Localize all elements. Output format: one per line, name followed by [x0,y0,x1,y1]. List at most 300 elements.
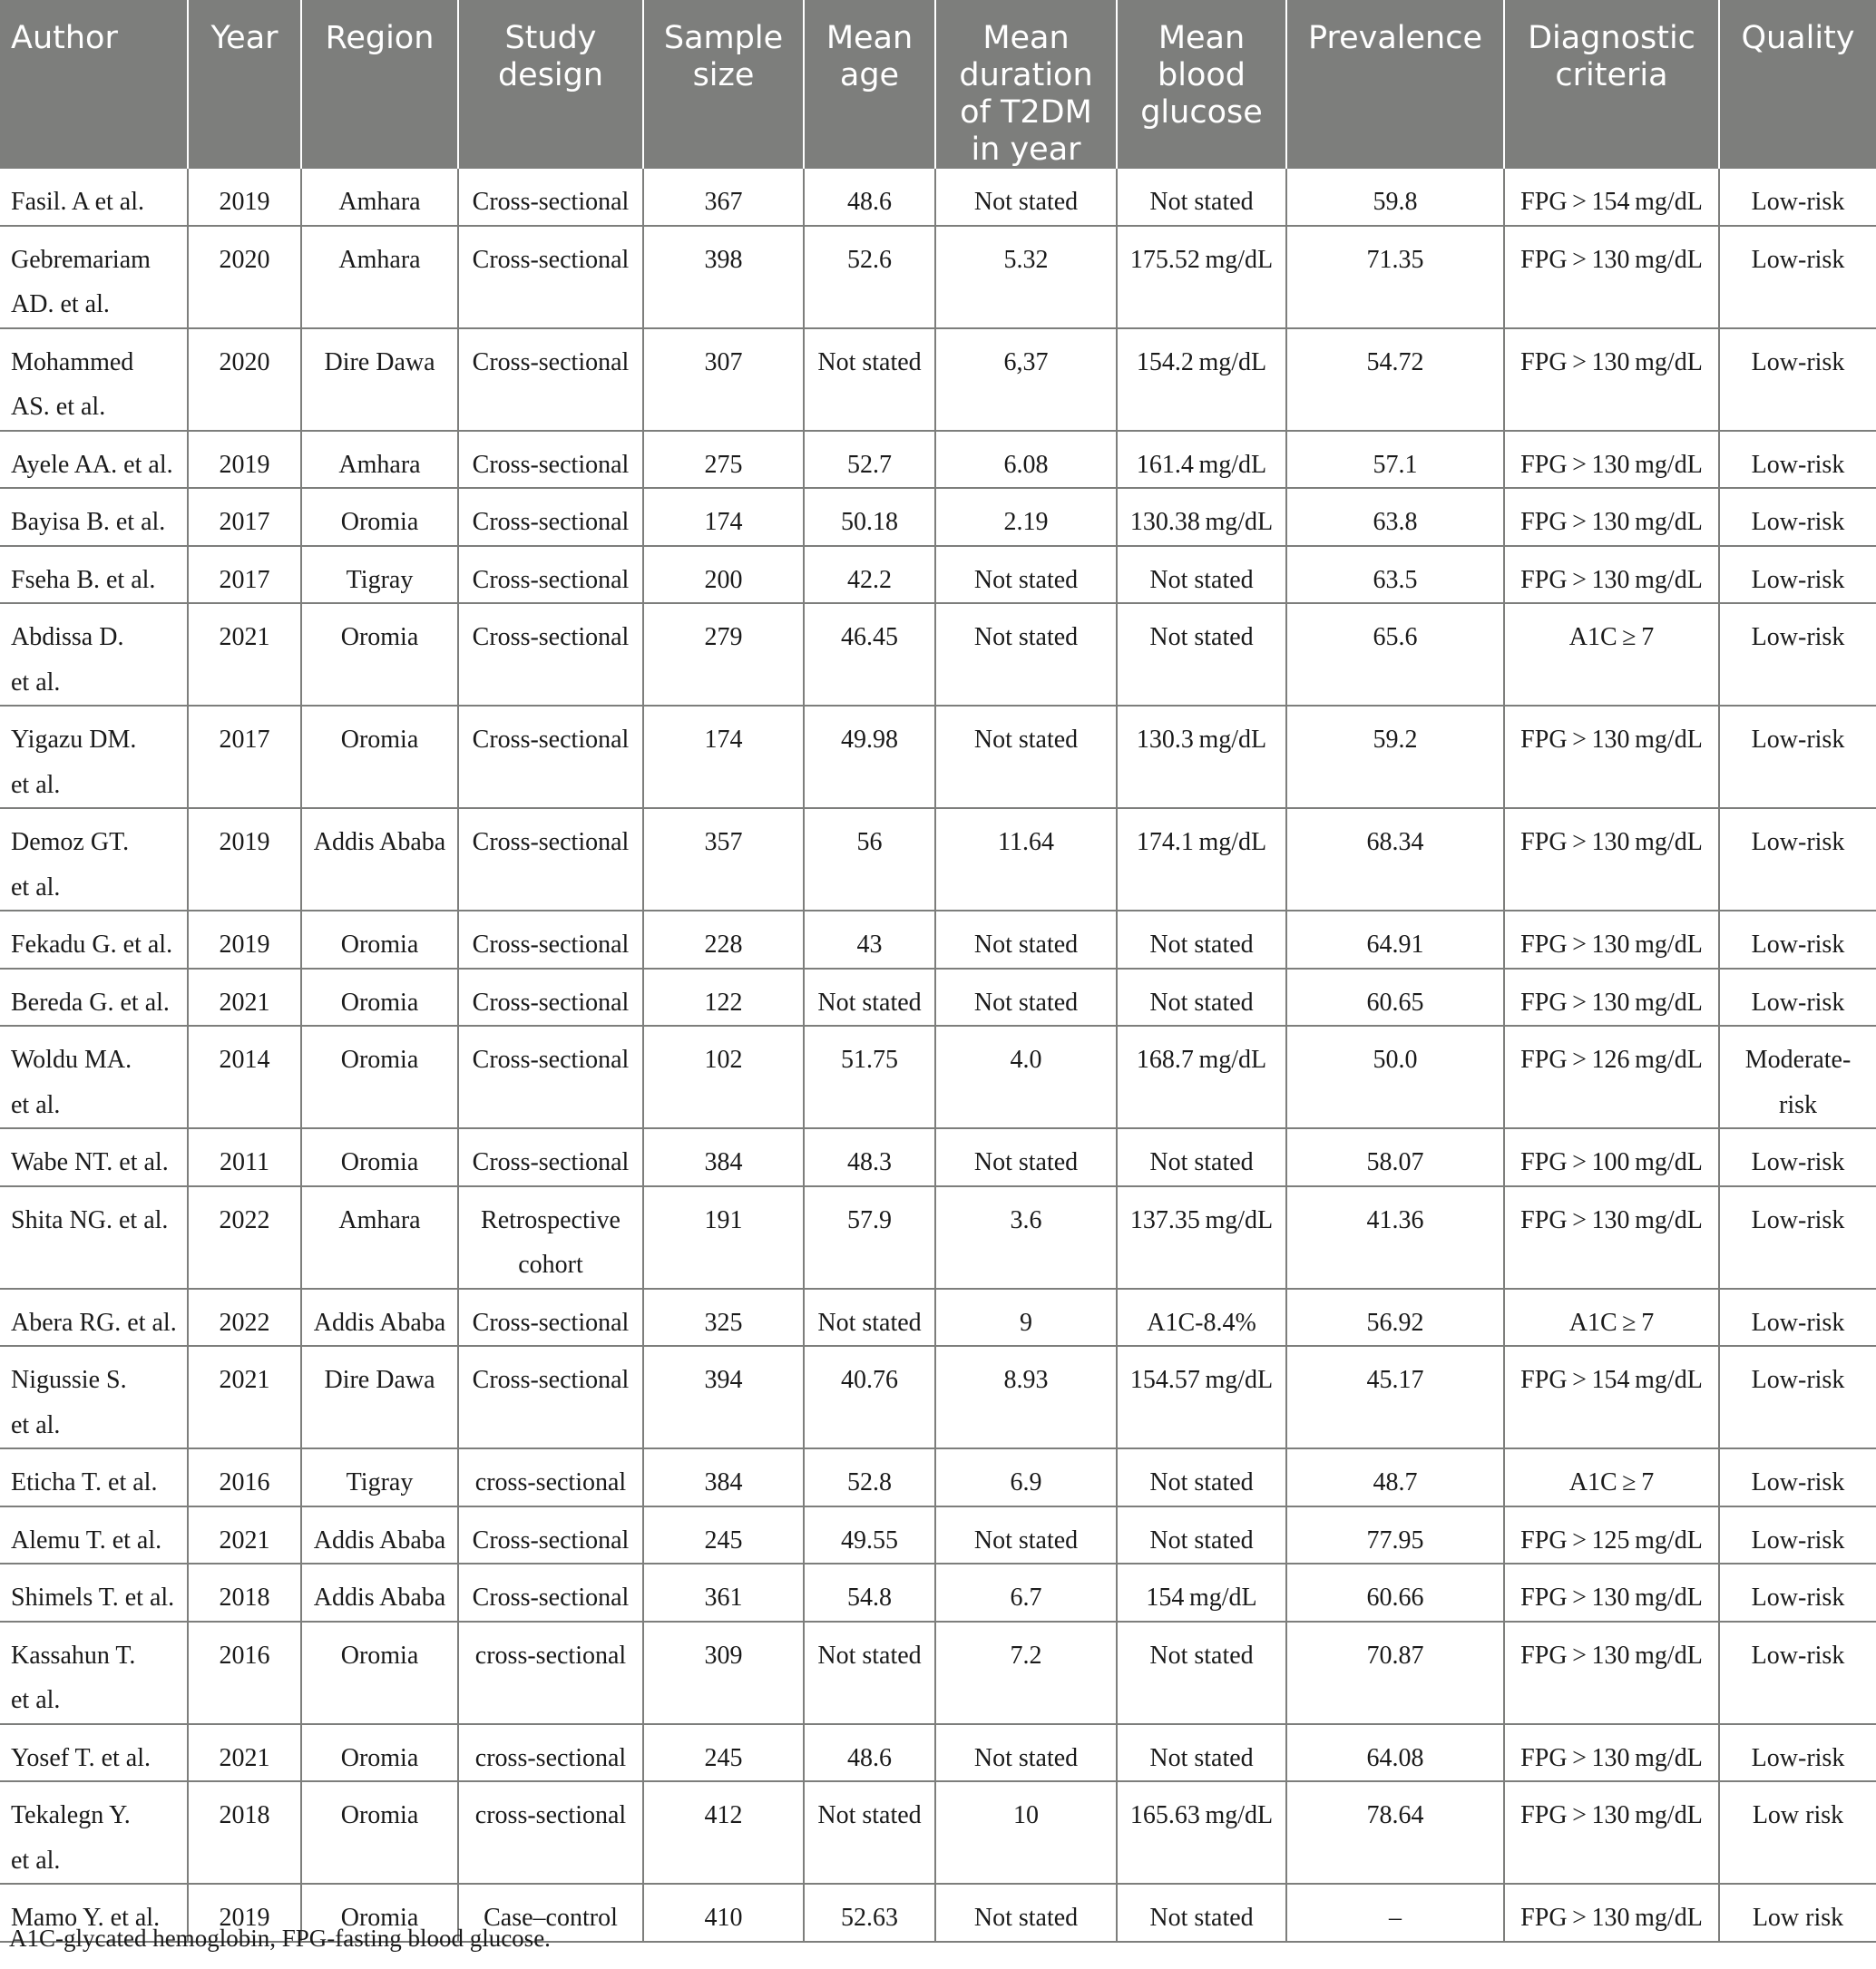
cell-text: et al. [11,1090,61,1119]
sample-size-cell: 279 [643,603,804,706]
cell-text: Low-risk [1751,828,1845,856]
cell-text: Low-risk [1751,450,1845,479]
cell-text: Woldu MA. [11,1046,132,1074]
column-header-label: Mean [982,20,1070,56]
study-design-cell [458,488,643,546]
column-header-study-design [458,0,643,169]
study-design-cell [458,1346,643,1448]
mean-age-cell: Not stated [804,969,935,1027]
diagnostic-criteria-cell: FPG > 130 mg/dL [1504,1724,1719,1782]
sample-size-cell: 367 [643,169,804,226]
cell-text: Cross-sectional [472,988,630,1017]
study-design-cell [458,808,643,911]
sample-size-cell: 398 [643,226,804,328]
cell-text: Cross-sectional [472,1046,630,1074]
author-cell [0,546,188,604]
prevalence-cell: 41.36 [1286,1186,1504,1289]
column-header-quality [1719,0,1876,169]
table-row [0,1724,1876,1782]
column-header-label: age [839,57,900,93]
diagnostic-criteria-cell: FPG > 126 mg/dL [1504,1026,1719,1128]
blood-glucose-cell: 130.38 mg/dL [1117,488,1286,546]
table-row [0,1622,1876,1724]
prevalence-cell: 48.7 [1286,1448,1504,1506]
blood-glucose-cell: 161.4 mg/dL [1117,431,1286,489]
cell-text: Moderate- [1744,1046,1852,1074]
year-cell: 2019 [188,169,301,226]
cell-text: Shimels T. et al. [11,1584,175,1612]
blood-glucose-cell: Not stated [1117,546,1286,604]
quality-cell [1719,706,1876,808]
column-header-author [0,0,188,169]
cell-text: Low-risk [1751,1525,1845,1555]
cell-text: Tekalegn Y. [11,1801,131,1829]
cell-text: Abdissa D. [11,623,124,651]
author-cell [0,1346,188,1448]
duration-cell: Not stated [935,603,1117,706]
blood-glucose-cell: Not stated [1117,1724,1286,1782]
year-cell: 2021 [188,1724,301,1782]
prevalence-cell: 60.65 [1286,969,1504,1027]
table-row [0,226,1876,328]
mean-age-cell: 42.2 [804,546,935,604]
quality-cell [1719,1448,1876,1506]
cell-text: Low-risk [1751,1308,1845,1337]
column-header-label: Prevalence [1307,20,1483,56]
prevalence-cell: 54.72 [1286,328,1504,431]
table-row [0,488,1876,546]
sample-size-cell: 245 [643,1724,804,1782]
table-row [0,169,1876,226]
region-cell: Amhara [301,1186,458,1289]
duration-cell: 6.7 [935,1564,1117,1622]
prevalence-cell: 64.91 [1286,911,1504,969]
study-design-cell [458,169,643,226]
diagnostic-criteria-cell: FPG > 130 mg/dL [1504,546,1719,604]
sample-size-cell: 394 [643,1346,804,1448]
blood-glucose-cell: Not stated [1117,969,1286,1027]
quality-cell [1719,1506,1876,1564]
table-body [0,169,1876,1942]
prevalence-cell: 63.5 [1286,546,1504,604]
quality-cell [1719,969,1876,1027]
year-cell: 2022 [188,1289,301,1347]
cell-text: Mohammed [11,347,134,376]
study-design-cell [458,1564,643,1622]
prevalence-cell: 63.8 [1286,488,1504,546]
cell-text: Low-risk [1751,188,1845,216]
prevalence-cell: 45.17 [1286,1346,1504,1448]
mean-age-cell: 49.55 [804,1506,935,1564]
table-row [0,1448,1876,1506]
prevalence-cell: 71.35 [1286,226,1504,328]
author-cell [0,169,188,226]
blood-glucose-cell: 130.3 mg/dL [1117,706,1286,808]
quality-cell [1719,1289,1876,1347]
quality-cell [1719,1026,1876,1128]
blood-glucose-cell: Not stated [1117,1448,1286,1506]
quality-cell [1719,1564,1876,1622]
blood-glucose-cell: Not stated [1117,1884,1286,1942]
cell-text: Low-risk [1751,1366,1845,1394]
year-cell: 2020 [188,328,301,431]
cell-text: Low risk [1752,1801,1844,1829]
sample-size-cell: 384 [643,1448,804,1506]
region-cell: Oromia [301,1781,458,1884]
sample-size-cell: 174 [643,706,804,808]
quality-cell [1719,488,1876,546]
prevalence-cell: 58.07 [1286,1128,1504,1186]
quality-cell [1719,226,1876,328]
cell-text: Bayisa B. et al. [11,508,166,536]
prevalence-cell: 70.87 [1286,1622,1504,1724]
diagnostic-criteria-cell: FPG > 130 mg/dL [1504,328,1719,431]
cell-text: Low-risk [1751,988,1845,1017]
cell-text: Case–control [484,1904,618,1932]
column-header-label: Diagnostic [1528,20,1695,56]
cell-text: Mamo Y. et al. [11,1904,161,1932]
diagnostic-criteria-cell: FPG > 130 mg/dL [1504,706,1719,808]
mean-age-cell: 56 [804,808,935,911]
author-cell [0,1186,188,1289]
cell-text: et al. [11,1846,61,1875]
study-design-cell [458,1128,643,1186]
blood-glucose-cell: 165.63 mg/dL [1117,1781,1286,1884]
prevalence-cell: 50.0 [1286,1026,1504,1128]
sample-size-cell: 228 [643,911,804,969]
study-design-cell [458,1186,643,1289]
column-header-label: of T2DM [960,94,1092,131]
prevalence-cell: 64.08 [1286,1724,1504,1782]
mean-age-cell: 48.6 [804,1724,935,1782]
cell-text: Wabe NT. et al. [11,1148,169,1176]
duration-cell: 3.6 [935,1186,1117,1289]
mean-age-cell: 48.6 [804,169,935,226]
author-cell [0,1289,188,1347]
duration-cell: Not stated [935,969,1117,1027]
region-cell: Oromia [301,1026,458,1128]
author-cell [0,1622,188,1724]
cell-text: Cross-sectional [472,450,630,479]
table-row [0,1781,1876,1884]
mean-age-cell: 49.98 [804,706,935,808]
cell-text: cross-sectional [474,1468,627,1496]
sample-size-cell: 325 [643,1289,804,1347]
cell-text: Abera RG. et al. [11,1308,177,1337]
year-cell: 2014 [188,1026,301,1128]
duration-cell: Not stated [935,1128,1117,1186]
prevalence-cell: 59.2 [1286,706,1504,808]
duration-cell: 6.9 [935,1448,1117,1506]
region-cell: Amhara [301,431,458,489]
region-cell: Oromia [301,1884,458,1942]
region-cell: Oromia [301,969,458,1027]
year-cell: 2019 [188,808,301,911]
column-header-label: Mean [1158,20,1246,56]
year-cell: 2016 [188,1622,301,1724]
cell-text: et al. [11,668,61,697]
year-cell: 2021 [188,603,301,706]
quality-cell [1719,1622,1876,1724]
cell-text: Cross-sectional [472,565,630,594]
blood-glucose-cell: Not stated [1117,1506,1286,1564]
mean-age-cell: 48.3 [804,1128,935,1186]
table-row [0,1026,1876,1128]
cell-text: Ayele AA. et al. [11,450,173,479]
cell-text: Cross-sectional [472,623,630,651]
sample-size-cell: 384 [643,1128,804,1186]
column-header-label: Sample [663,20,784,56]
diagnostic-criteria-cell: FPG > 100 mg/dL [1504,1128,1719,1186]
year-cell: 2016 [188,1448,301,1506]
duration-cell: Not stated [935,1724,1117,1782]
duration-cell: Not stated [935,1884,1117,1942]
prevalence-cell: 65.6 [1286,603,1504,706]
author-cell [0,808,188,911]
year-cell: 2019 [188,431,301,489]
cell-text: Gebremariam [11,245,151,274]
column-header-mean-blood-glucose [1117,0,1286,169]
blood-glucose-cell: A1C-8.4% [1117,1289,1286,1347]
table-row [0,808,1876,911]
author-cell [0,1448,188,1506]
sample-size-cell: 102 [643,1026,804,1128]
diagnostic-criteria-cell: A1C ≥ 7 [1504,603,1719,706]
sample-size-cell: 357 [643,808,804,911]
prevalence-cell: 68.34 [1286,808,1504,911]
duration-cell: Not stated [935,1506,1117,1564]
region-cell: Amhara [301,169,458,226]
column-header-label: glucose [1140,94,1263,131]
column-header-diagnostic-criteria [1504,0,1719,169]
cell-text: AS. et al. [11,393,106,421]
diagnostic-criteria-cell: FPG > 125 mg/dL [1504,1506,1719,1564]
cell-text: Kassahun T. [11,1641,136,1670]
year-cell: 2018 [188,1781,301,1884]
sample-size-cell: 410 [643,1884,804,1942]
duration-cell: Not stated [935,911,1117,969]
column-header-mean-age [804,0,935,169]
cell-text: cross-sectional [474,1641,627,1670]
cell-text: risk [1779,1090,1817,1119]
year-cell: 2019 [188,911,301,969]
author-cell [0,1724,188,1782]
study-design-cell [458,603,643,706]
column-header-label: blood [1158,57,1246,93]
prevalence-cell: 59.8 [1286,169,1504,226]
quality-cell [1719,1346,1876,1448]
table-row [0,1564,1876,1622]
prevalence-cell: 77.95 [1286,1506,1504,1564]
author-cell [0,328,188,431]
column-header-prevalence [1286,0,1504,169]
mean-age-cell: 50.18 [804,488,935,546]
mean-age-cell: 43 [804,911,935,969]
quality-cell [1719,431,1876,489]
sample-size-cell: 191 [643,1186,804,1289]
table-row [0,911,1876,969]
prevalence-cell: – [1286,1884,1504,1942]
cell-text: Low-risk [1751,931,1845,959]
cell-text: Cross-sectional [472,828,630,856]
cell-text: Alemu T. et al. [11,1525,162,1555]
blood-glucose-cell: 174.1 mg/dL [1117,808,1286,911]
table-row [0,1128,1876,1186]
cell-text: Cross-sectional [472,508,630,536]
sample-size-cell: 174 [643,488,804,546]
region-cell: Amhara [301,226,458,328]
duration-cell: 6.08 [935,431,1117,489]
mean-age-cell: 46.45 [804,603,935,706]
blood-glucose-cell: 175.52 mg/dL [1117,226,1286,328]
region-cell: Addis Ababa [301,1506,458,1564]
diagnostic-criteria-cell: FPG > 154 mg/dL [1504,1346,1719,1448]
column-header-year [188,0,301,169]
cell-text: Cross-sectional [472,1308,630,1337]
diagnostic-criteria-cell: FPG > 130 mg/dL [1504,1564,1719,1622]
region-cell: Oromia [301,1724,458,1782]
mean-age-cell: 52.6 [804,226,935,328]
region-cell: Tigray [301,546,458,604]
region-cell: Addis Ababa [301,1564,458,1622]
column-header-label: Author [11,20,118,56]
duration-cell: 9 [935,1289,1117,1347]
author-cell [0,911,188,969]
year-cell: 2020 [188,226,301,328]
cell-text: AD. et al. [11,290,110,318]
region-cell: Oromia [301,1128,458,1186]
cell-text: Cross-sectional [472,931,630,959]
blood-glucose-cell: Not stated [1117,1622,1286,1724]
quality-cell [1719,1128,1876,1186]
mean-age-cell: 54.8 [804,1564,935,1622]
cell-text: Cross-sectional [472,1584,630,1612]
mean-age-cell: 51.75 [804,1026,935,1128]
diagnostic-criteria-cell: FPG > 130 mg/dL [1504,488,1719,546]
cell-text: Cross-sectional [472,245,630,274]
cell-text: Fseha B. et al. [11,565,156,594]
table-row [0,1186,1876,1289]
sample-size-cell: 245 [643,1506,804,1564]
blood-glucose-cell: 137.35 mg/dL [1117,1186,1286,1289]
year-cell: 2021 [188,1346,301,1448]
cell-text: et al. [11,1686,61,1714]
cell-text: et al. [11,1410,61,1439]
study-design-cell [458,1289,643,1347]
mean-age-cell: Not stated [804,1622,935,1724]
table-row [0,1289,1876,1347]
column-header-sample-size [643,0,804,169]
column-header-label: design [497,57,604,93]
cell-text: Eticha T. et al. [11,1468,158,1496]
diagnostic-criteria-cell: FPG > 130 mg/dL [1504,1186,1719,1289]
blood-glucose-cell: 168.7 mg/dL [1117,1026,1286,1128]
sample-size-cell: 307 [643,328,804,431]
author-cell [0,706,188,808]
cell-text: Low-risk [1751,1743,1845,1772]
cell-text: Cross-sectional [472,188,630,216]
cell-text: Cross-sectional [472,1148,630,1176]
cell-text: Yosef T. et al. [11,1743,151,1772]
study-design-cell [458,226,643,328]
quality-cell [1719,911,1876,969]
diagnostic-criteria-cell: A1C ≥ 7 [1504,1289,1719,1347]
sample-size-cell: 122 [643,969,804,1027]
study-design-cell [458,1448,643,1506]
duration-cell: 6,37 [935,328,1117,431]
header-row [0,0,1876,169]
region-cell: Dire Dawa [301,328,458,431]
prevalence-cell: 60.66 [1286,1564,1504,1622]
region-cell: Oromia [301,706,458,808]
blood-glucose-cell: 154 mg/dL [1117,1564,1286,1622]
column-header-label: Quality [1741,20,1855,56]
year-cell: 2017 [188,488,301,546]
table-row [0,969,1876,1027]
year-cell: 2019 [188,1884,301,1942]
sample-size-cell: 275 [643,431,804,489]
column-header-label: Study [504,20,597,56]
table-row [0,431,1876,489]
duration-cell: Not stated [935,169,1117,226]
mean-age-cell: 52.63 [804,1884,935,1942]
study-design-cell [458,969,643,1027]
cell-text: Low risk [1752,1904,1844,1932]
study-design-cell [458,328,643,431]
column-header-mean-duration [935,0,1117,169]
table-row [0,603,1876,706]
blood-glucose-cell: 154.2 mg/dL [1117,328,1286,431]
cell-text: cross-sectional [474,1801,627,1829]
diagnostic-criteria-cell: FPG > 130 mg/dL [1504,808,1719,911]
quality-cell [1719,169,1876,226]
diagnostic-criteria-cell: FPG > 130 mg/dL [1504,911,1719,969]
study-design-cell [458,1506,643,1564]
mean-age-cell: 57.9 [804,1186,935,1289]
column-header-label: duration [959,57,1093,93]
author-cell [0,431,188,489]
diagnostic-criteria-cell: FPG > 130 mg/dL [1504,1781,1719,1884]
mean-age-cell: Not stated [804,328,935,431]
author-cell [0,1781,188,1884]
column-header-label: criteria [1555,57,1668,93]
diagnostic-criteria-cell: FPG > 154 mg/dL [1504,169,1719,226]
cell-text: Cross-sectional [472,347,630,376]
cell-text: Fasil. A et al. [11,188,144,216]
sample-size-cell: 200 [643,546,804,604]
quality-cell [1719,1724,1876,1782]
cell-text: Retrospective [481,1205,620,1234]
mean-age-cell: 52.7 [804,431,935,489]
cell-text: cohort [518,1251,583,1279]
cell-text: Cross-sectional [472,726,630,754]
study-design-cell [458,706,643,808]
year-cell: 2021 [188,969,301,1027]
year-cell: 2021 [188,1506,301,1564]
region-cell: Oromia [301,1622,458,1724]
table-footnote: A1C-glycated hemoglobin, FPG-fasting blood glucose. [9,1925,551,1952]
cell-text: Shita NG. et al. [11,1205,169,1234]
column-header-label: Mean [826,20,914,56]
quality-cell [1719,328,1876,431]
region-cell: Oromia [301,488,458,546]
sample-size-cell: 412 [643,1781,804,1884]
author-cell [0,1026,188,1128]
table-row [0,1346,1876,1448]
region-cell: Dire Dawa [301,1346,458,1448]
diagnostic-criteria-cell: FPG > 130 mg/dL [1504,431,1719,489]
cell-text: Low-risk [1751,726,1845,754]
